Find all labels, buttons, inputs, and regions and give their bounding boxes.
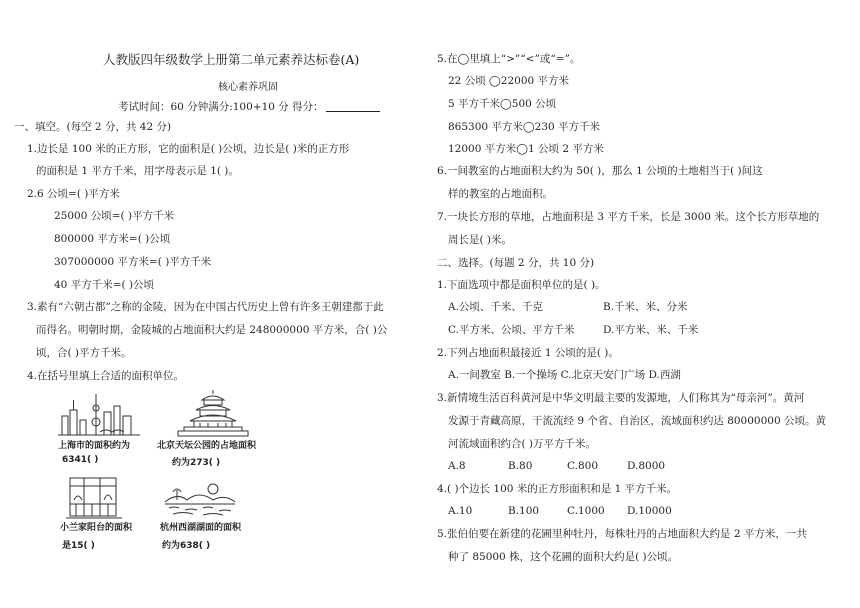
temple-caption-line1: 北京天坛公园的占地面积 — [157, 441, 257, 451]
page-title: 人教版四年级数学上册第二单元素养达标卷(A) — [103, 52, 360, 67]
q5-d: 12000 平方米◯1 公顷 2 平方米 — [448, 143, 604, 155]
shanghai-caption-line1: 上海市的面积约为 — [58, 441, 131, 451]
shanghai-caption-line2: 6341( ) — [62, 455, 99, 465]
temple-of-heaven-illustration — [176, 388, 250, 438]
c3-option-a: A.8 — [448, 460, 466, 472]
q2-d: 307000000 平方米=( )平方千米 — [54, 256, 212, 268]
balcony-caption-line2: 是15( ) — [62, 541, 95, 551]
q4-head: 4.在括号里填上合适的面积单位。 — [27, 370, 185, 382]
c2-options: A.一间教室 B.一个操场 C.北京天安门广场 D.西湖 — [448, 369, 681, 381]
c3-option-b: B.80 — [508, 460, 533, 472]
exam-info-text: 考试时间：60 分钟满分:100+10 分 得分： — [118, 101, 324, 113]
c1-option-a: A.公顷、千米、千克 — [448, 301, 543, 313]
q6-line1: 6.一间教室的占地面积大约为 50( )，那么 1 公顷的土地相当于( )间这 — [437, 165, 763, 177]
c4-option-d: D.10000 — [627, 505, 672, 517]
c2-head: 2.下列占地面积最接近 1 公顷的是( )。 — [437, 347, 619, 359]
c4-option-b: B.100 — [508, 505, 540, 517]
balcony-illustration — [66, 474, 124, 522]
west-lake-caption-line2: 约为638( ) — [162, 541, 211, 551]
q5-b: 5 平方千米◯500 公顷 — [448, 98, 557, 110]
score-blank[interactable] — [326, 101, 380, 112]
q7-line1: 7.一块长方形的草地，占地面积是 3 平方千米，长是 3000 米。这个长方形草地的 — [437, 211, 820, 223]
q3-line1: 3.素有“六朝古都”之称的金陵，因为在中国古代历史上曾有许多王朝建都于此 — [27, 301, 384, 313]
c3-line1: 3.新情境生活百科黄河是中华文明最主要的发源地，人们称其为“母亲河”。黄河 — [437, 392, 805, 404]
c5-line1: 5.张伯伯要在新建的花圃里种牡丹，每株牡丹的占地面积大约是 2 平方米，一共 — [437, 528, 807, 540]
c4-option-a: A.10 — [448, 505, 473, 517]
q5-a: 22 公顷 ◯22000 平方米 — [448, 75, 570, 87]
c1-option-d: D.平方米、米、千米 — [603, 324, 699, 336]
c3-line2: 发源于青藏高原，干流流经 9 个省、自治区，流域面积约达 80000000 公顷。黄 — [448, 415, 826, 427]
c3-option-c: C.800 — [567, 460, 599, 472]
q6-line2: 样的教室的占地面积。 — [448, 188, 553, 200]
c3-option-d: D.8000 — [627, 460, 666, 472]
c3-line3: 河流域面积约合( )万平方千米。 — [448, 438, 597, 450]
west-lake-caption-line1: 杭州西湖湖面的面积 — [160, 523, 242, 533]
balcony-caption-line1: 小兰家阳台的面积 — [60, 523, 133, 533]
q2-c: 800000 平方米=( )公顷 — [54, 233, 171, 245]
q5-head: 5.在◯里填上“>”“<”或“=”。 — [437, 53, 581, 65]
q1-line1: 1.边长是 100 米的正方形，它的面积是( )公顷，边长是( )米的正方形 — [27, 143, 350, 155]
q2-e: 40 平方千米=( )公顷 — [54, 279, 155, 291]
temple-caption-line2: 约为273( ) — [172, 458, 221, 468]
q7-line2: 周长是( )米。 — [448, 234, 513, 246]
q1-line2: 的面积是 1 平方千米，用字母表示是 1( )。 — [36, 165, 239, 177]
west-lake-illustration — [163, 480, 237, 518]
c4-option-c: C.1000 — [567, 505, 605, 517]
q2-b: 25000 公顷=( )平方千米 — [54, 210, 175, 222]
c5-line2: 种了 85000 株，这个花圃的面积大约是( )公顷。 — [448, 551, 679, 563]
c1-head: 1.下面选项中都是面积单位的是( )。 — [437, 279, 606, 291]
section2-heading: 二、选择。(每题 2 分，共 10 分) — [437, 257, 595, 269]
q5-c: 865300 平方米◯230 平方千米 — [448, 121, 601, 133]
c4-head: 4.( )个边长 100 米的正方形面积和是 1 平方千米。 — [437, 483, 678, 495]
c1-option-b: B.千米、米、分米 — [603, 301, 688, 313]
exam-info — [118, 101, 380, 114]
page-subtitle: 核心素养巩固 — [218, 82, 278, 93]
section1-heading: 一、填空。(每空 2 分，共 42 分) — [14, 121, 172, 133]
shanghai-skyline-illustration — [56, 392, 142, 437]
q3-line2: 而得名。明朝时期，金陵城的占地面积大约是 248000000 平方米，合( )公 — [36, 324, 388, 336]
q3-line3: 顷，合( )平方千米。 — [36, 347, 132, 359]
c1-option-c: C.平方米、公顷、平方千米 — [448, 324, 575, 336]
q2-head: 2.6 公顷=( )平方米 — [27, 188, 120, 200]
